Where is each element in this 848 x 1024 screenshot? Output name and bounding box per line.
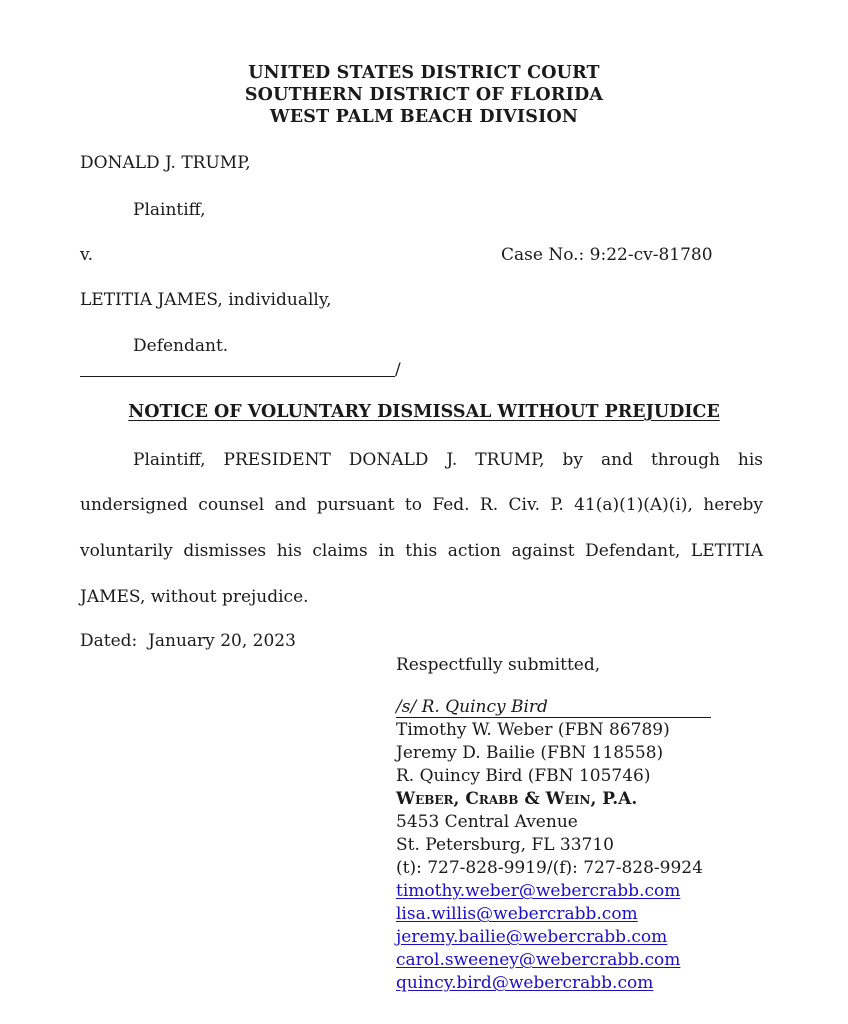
email-link-bailie[interactable]: jeremy.bailie@webercrabb.com: [396, 927, 668, 947]
firm-name: Weber, Crabb & Wein, P.A.: [396, 789, 638, 809]
court-division: WEST PALM BEACH DIVISION: [269, 107, 579, 127]
body-line-3: voluntarily dismisses his claims in this action against Defendant, LETITIA: [80, 541, 763, 561]
electronic-signature: /s/ R. Quincy Bird: [396, 697, 548, 717]
caption-slash: /: [395, 360, 401, 380]
signature-block: [396, 696, 703, 995]
caption-rule: [80, 376, 395, 377]
body-line-4: JAMES, without prejudice.: [80, 587, 309, 607]
email-link-weber[interactable]: timothy.weber@webercrabb.com: [396, 881, 681, 901]
attorney-bailie: Jeremy D. Bailie (FBN 118558): [396, 743, 664, 763]
phone-fax: (t): 727-828-9919/(f): 727-828-9924: [396, 858, 703, 878]
signature-rule: [396, 717, 711, 718]
court-heading: [0, 62, 848, 128]
plaintiff-name: DONALD J. TRUMP,: [80, 153, 251, 173]
plaintiff-role: Plaintiff,: [133, 200, 206, 220]
attorney-weber: Timothy W. Weber (FBN 86789): [396, 720, 670, 740]
court-district: SOUTHERN DISTRICT OF FLORIDA: [244, 85, 604, 105]
address-city: St. Petersburg, FL 33710: [396, 835, 614, 855]
versus-label: v.: [80, 245, 93, 265]
defendant-role: Defendant.: [133, 336, 229, 356]
closing-text: Respectfully submitted,: [396, 655, 601, 675]
email-link-bird[interactable]: quincy.bird@webercrabb.com: [396, 973, 654, 993]
email-link-sweeney[interactable]: carol.sweeney@webercrabb.com: [396, 950, 681, 970]
document-title: NOTICE OF VOLUNTARY DISMISSAL WITHOUT PREJUDICE: [128, 402, 720, 422]
dated-line: Dated: January 20, 2023: [80, 631, 296, 651]
address-street: 5453 Central Avenue: [396, 812, 578, 832]
body-line-1: Plaintiff, PRESIDENT DONALD J. TRUMP, by and through his: [133, 450, 763, 470]
defendant-name: LETITIA JAMES, individually,: [80, 290, 332, 310]
email-link-willis[interactable]: lisa.willis@webercrabb.com: [396, 904, 638, 924]
case-number: Case No.: 9:22-cv-81780: [501, 245, 713, 265]
attorney-bird: R. Quincy Bird (FBN 105746): [396, 766, 651, 786]
body-line-2: undersigned counsel and pursuant to Fed. R. Civ. P. 41(a)(1)(A)(i), hereby: [80, 495, 763, 515]
court-name: UNITED STATES DISTRICT COURT: [248, 63, 600, 83]
